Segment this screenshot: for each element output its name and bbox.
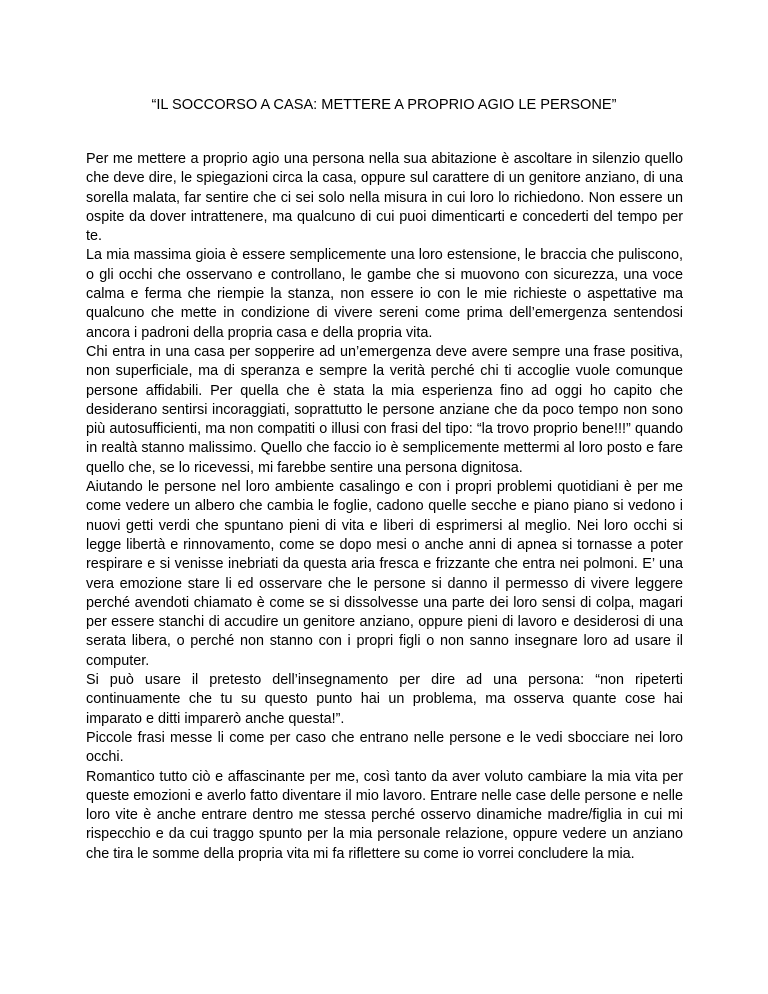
paragraph: Si può usare il pretesto dell’insegnamento per dire ad una persona: “non ripeterti continuamente che tu su questo punto hai un problema, ma osserva quante cose hai imparato e ditti imparerò anche questa!”. <box>86 672 683 727</box>
document-body <box>86 150 683 864</box>
paragraph: Chi entra in una casa per sopperire ad un’emergenza deve avere sempre una frase positiva, non superficiale, ma di speranza e sempre la verità perché chi ti accoglie vuole comunque persone affidabili. Per quella che è stata la mia esperienza fino ad oggi ho capito che desiderano sentirsi incoraggiati, soprattutto le persone anziane che da poco tempo non sono più autosufficienti, ma non compatiti o illusi con frasi del tipo: “la trovo proprio bene!!!” quando in realtà stanno malissimo. Quello che faccio io è semplicemente mettermi al loro posto e fare quello che, se lo ricevessi, mi farebbe sentire una persona dignitosa. <box>86 343 683 476</box>
paragraph: Aiutando le persone nel loro ambiente casalingo e con i propri problemi quotidiani è per me come vedere un albero che cambia le foglie, cadono quelle secche e piano piano si vedono i nuovi getti verdi che spuntano pieni di vita e liberi di esprimersi al meglio. Nei loro occhi si legge libertà e rinnovamento, come se dopo mesi o anche anni di apnea si tornasse a poter respirare e si venisse inebriati da questa aria fresca e frizzante che entra nei polmoni. E’ una vera emozione stare li ed osservare che le persone si danno il permesso di vivere leggere perché avendoti chiamato è come se si dissolvesse una parte dei loro sensi di colpa, magari per essere stanchi di accudire un genitore anziano, oppure pieni di lavoro e desiderosi di una serata libera, o perché non stanno con i propri figli o non sanno insegnare loro ad usare il computer. <box>86 479 683 669</box>
paragraph: Romantico tutto ciò e affascinante per me, così tanto da aver voluto cambiare la mia vita per queste emozioni e averlo fatto diventare il mio lavoro. Entrare nelle case delle persone e nelle loro vite è anche entrare dentro me stessa perché osservo dinamiche madre/figlia in cui mi rispecchio e da cui traggo spunto per la mia personale relazione, oppure vedere un anziano che tira le somme della propria vita mi fa riflettere su come io vorrei concludere la mia. <box>86 768 683 862</box>
paragraph: La mia massima gioia è essere semplicemente una loro estensione, le braccia che puliscono, o gli occhi che osservano e controllano, le gambe che si muovono con sicurezza, una voce calma e ferma che riempie la stanza, non essere io con le mie richieste o aspettative ma qualcuno che mette in condizione di vivere sereni come prima dell’emergenza sentendosi ancora i padroni della propria casa e della propria vita. <box>86 247 683 341</box>
paragraph: Per me mettere a proprio agio una persona nella sua abitazione è ascoltare in silenzio quello che deve dire, le spiegazioni circa la casa, oppure sul carattere di un genitore anziano, di una sorella malata, far sentire che ci sei solo nella misura in cui loro lo richiedono. Non essere un ospite da dover intrattenere, ma qualcuno di cui puoi dimenticarti e concederti del tempo per te. <box>86 151 683 245</box>
document-title: “IL SOCCORSO A CASA: METTERE A PROPRIO AGIO LE PERSONE” <box>151 97 617 113</box>
paragraph: Piccole frasi messe li come per caso che entrano nelle persone e le vedi sbocciare nei loro occhi. <box>86 729 683 766</box>
